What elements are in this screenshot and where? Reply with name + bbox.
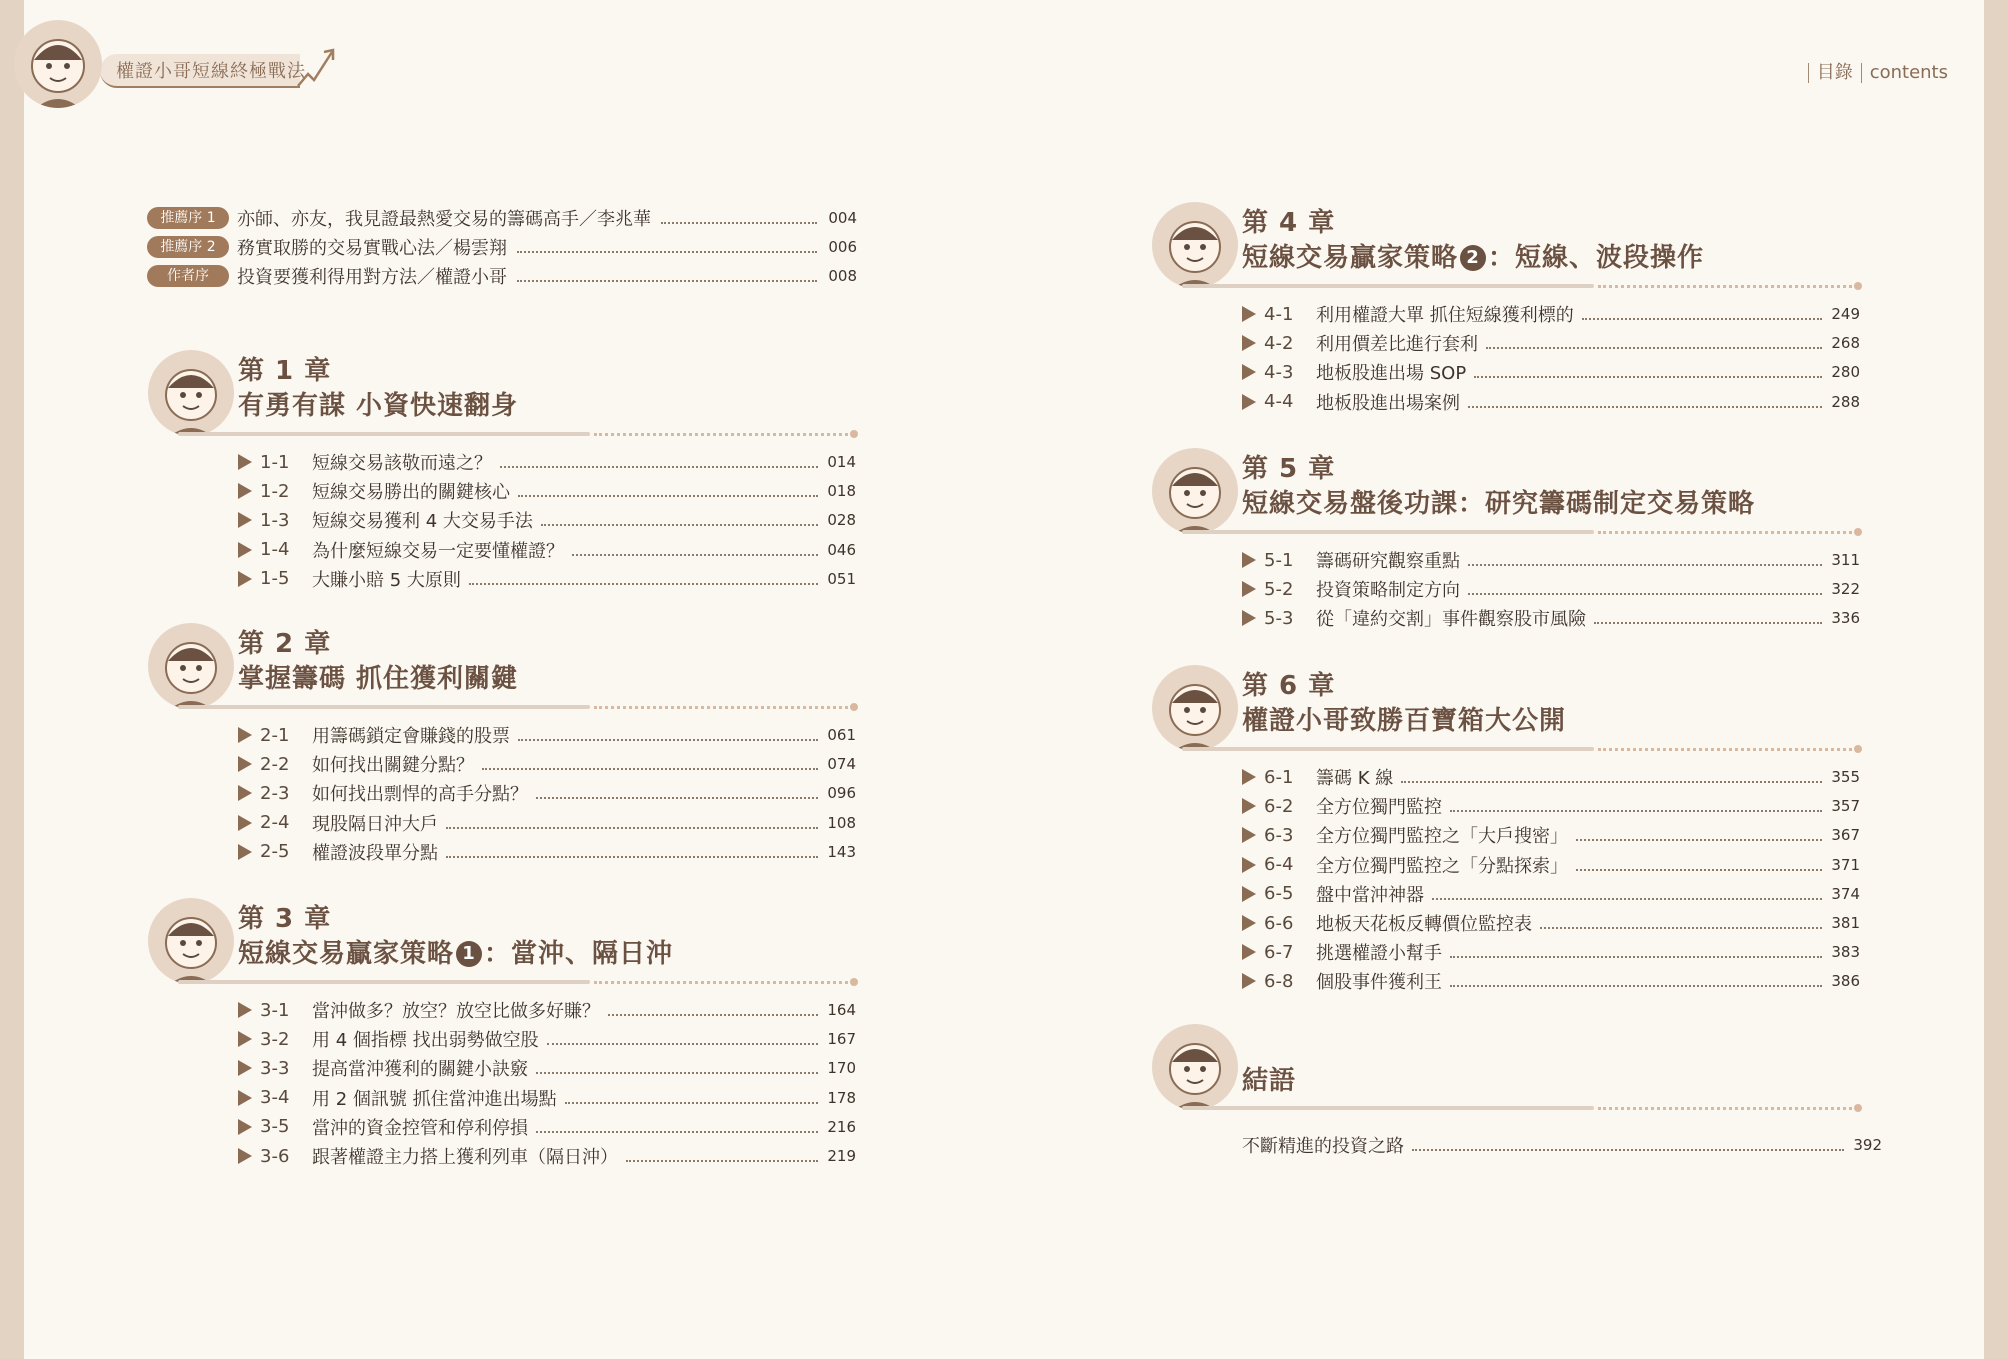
toc-item[interactable] [1242, 576, 1860, 602]
page-number: 143 [827, 842, 856, 861]
header-divider [1808, 63, 1809, 83]
toc-item[interactable] [238, 507, 856, 533]
section-number: 5-1 [1264, 549, 1294, 571]
chapter-avatar-icon [148, 623, 234, 709]
page-number: 355 [1831, 768, 1860, 786]
triangle-bullet-icon [238, 512, 252, 528]
leader-dots [446, 827, 818, 829]
page-number: 170 [827, 1059, 856, 1078]
page-number: 008 [828, 267, 857, 285]
page-number: 371 [1831, 855, 1860, 874]
page-number: 074 [827, 755, 856, 774]
chapter-label: 第 1 章 [238, 356, 332, 386]
triangle-bullet-icon [1242, 552, 1256, 568]
toc-item[interactable] [238, 1143, 856, 1169]
chapter-divider [1182, 530, 1862, 534]
leader-dots [1468, 593, 1822, 595]
page-number: 006 [828, 238, 857, 256]
page-number: 096 [827, 784, 856, 803]
section-title: 利用價差比進行套利 [1316, 334, 1478, 356]
preface-row[interactable] [147, 206, 857, 230]
toc-item[interactable] [1242, 547, 1860, 573]
section-title: 跟著權證主力搭上獲利列車（隔日沖） [312, 1147, 618, 1168]
toc-item[interactable] [238, 537, 856, 563]
toc-item[interactable] [238, 1026, 856, 1052]
leader-dots [608, 1014, 818, 1016]
chapter-title[interactable] [1242, 700, 1566, 737]
leader-dots [1540, 927, 1822, 929]
section-title: 全方位獨門監控 [1316, 797, 1442, 819]
page-number: 046 [827, 540, 856, 559]
section-title: 地板股進出場 SOP [1316, 363, 1467, 385]
chapter-number-badge: 1 [456, 941, 482, 967]
leader-dots [565, 1102, 818, 1104]
toc-item[interactable] [238, 751, 856, 777]
chapter-title[interactable] [238, 385, 518, 422]
chapter-divider [178, 705, 858, 709]
page-number: 357 [1831, 797, 1860, 816]
page-number: 004 [828, 209, 857, 227]
page-number: 268 [1831, 334, 1860, 353]
chapter-label: 第 5 章 [1242, 454, 1336, 484]
page-number: 336 [1831, 609, 1860, 628]
triangle-bullet-icon [238, 1148, 252, 1164]
triangle-bullet-icon [238, 1119, 252, 1135]
preface-title: 投資要獲利得用對方法／權證小哥 [237, 267, 507, 288]
epilogue-title[interactable]: 結語 [1242, 1066, 1297, 1096]
page-number: 028 [827, 511, 856, 530]
leader-dots [1468, 564, 1822, 566]
section-number: 2-4 [260, 812, 290, 834]
toc-item[interactable] [1242, 968, 1860, 994]
section-number: 2-5 [260, 841, 290, 863]
section-number: 1-4 [260, 539, 290, 561]
chapter-title-text: 短線交易贏家策略 [238, 939, 455, 969]
leader-dots [536, 1072, 818, 1074]
chapter-avatar-icon [1152, 448, 1238, 534]
page-number: 249 [1831, 305, 1860, 323]
chapter-title[interactable] [1242, 237, 1704, 274]
page-number: 051 [827, 569, 856, 588]
leader-dots [1450, 985, 1822, 987]
section-title: 投資策略制定方向 [1316, 580, 1460, 602]
section-title: 全方位獨門監控之「分點探索」 [1316, 855, 1568, 877]
section-title: 用 2 個訊號 抓住當沖進出場點 [312, 1088, 557, 1110]
triangle-bullet-icon [1242, 581, 1256, 597]
triangle-bullet-icon [238, 542, 252, 558]
section-number: 4-1 [1264, 303, 1294, 325]
toc-item[interactable] [1242, 852, 1860, 878]
toc-item[interactable] [1242, 359, 1860, 385]
section-title: 從「違約交割」事件觀察股市風險 [1316, 609, 1586, 631]
chapter-number-badge: 2 [1460, 245, 1486, 271]
chapter-title[interactable] [238, 658, 518, 695]
leader-dots [1401, 781, 1822, 783]
section-number: 6-8 [1264, 970, 1294, 992]
section-number: 6-1 [1264, 766, 1294, 788]
leader-dots [1432, 898, 1822, 900]
page-number: 367 [1831, 826, 1860, 845]
toc-item[interactable] [1242, 389, 1860, 415]
toc-item[interactable] [1242, 330, 1860, 356]
leader-dots [1594, 622, 1822, 624]
leader-dots [536, 1131, 818, 1133]
right-page-edge [1984, 0, 2008, 1359]
chapter-divider [178, 432, 858, 436]
leader-dots [518, 495, 818, 497]
chapter-title-text: 短線交易贏家策略 [1242, 243, 1459, 273]
section-number: 6-6 [1264, 912, 1294, 934]
leader-dots [517, 251, 817, 253]
toc-label-en: contents [1869, 62, 1948, 83]
toc-item[interactable] [238, 810, 856, 836]
triangle-bullet-icon [1242, 335, 1256, 351]
page-number: 108 [827, 813, 856, 832]
page-number: 219 [827, 1147, 856, 1165]
toc-item[interactable] [238, 566, 856, 592]
section-number: 5-2 [1264, 578, 1294, 600]
toc-label: 目錄 [1816, 62, 1853, 83]
section-title: 全方位獨門監控之「大戶搜密」 [1316, 826, 1568, 848]
section-title: 為什麼短線交易一定要懂權證？ [312, 540, 564, 562]
page-number: 280 [1831, 363, 1860, 382]
chapter-title-text: 權證小哥致勝百寶箱大公開 [1242, 706, 1567, 736]
chapter-divider [1182, 1106, 1862, 1110]
leader-dots [517, 280, 817, 282]
leader-dots [1468, 406, 1822, 408]
toc-item[interactable] [1242, 301, 1860, 327]
triangle-bullet-icon [238, 454, 252, 470]
section-title: 大賺小賠 5 大原則 [312, 569, 461, 591]
leader-dots [518, 739, 818, 741]
page-number: 216 [827, 1117, 856, 1136]
toc-item[interactable] [238, 1055, 856, 1081]
page-number: 178 [827, 1088, 856, 1107]
section-title: 地板股進出場案例 [1316, 392, 1460, 414]
page-number: 164 [827, 1001, 856, 1019]
chapter-label: 第 6 章 [1242, 671, 1336, 701]
section-number: 3-4 [260, 1087, 290, 1109]
page-number: 381 [1831, 914, 1860, 932]
chapter-title[interactable] [1242, 483, 1755, 520]
section-number: 6-5 [1264, 883, 1294, 905]
triangle-bullet-icon [1242, 827, 1256, 843]
triangle-bullet-icon [238, 483, 252, 499]
toc-item[interactable] [1242, 881, 1860, 907]
triangle-bullet-icon [1242, 769, 1256, 785]
section-number: 3-5 [260, 1116, 290, 1138]
section-title: 短線交易該敬而遠之？ [312, 453, 492, 474]
section-title: 利用權證大單 抓住短線獲利標的 [1316, 305, 1574, 326]
trend-arrow-icon [296, 44, 340, 90]
section-number: 3-2 [260, 1028, 290, 1050]
leader-dots [1486, 347, 1822, 349]
leader-dots [1450, 810, 1822, 812]
chapter-divider [178, 980, 858, 984]
page-number: 288 [1831, 392, 1860, 411]
section-title: 權證波段單分點 [312, 842, 438, 864]
section-title: 盤中當沖神器 [1316, 884, 1424, 906]
page-number: 322 [1831, 580, 1860, 599]
chapter-title-text: 短線交易盤後功課：研究籌碼制定交易策略 [1242, 489, 1756, 519]
section-title: 地板天花板反轉價位監控表 [1316, 914, 1532, 935]
chapter-divider [1182, 747, 1862, 751]
section-number: 4-2 [1264, 332, 1294, 354]
section-number: 4-4 [1264, 391, 1294, 413]
triangle-bullet-icon [1242, 364, 1256, 380]
leader-dots [1450, 956, 1822, 958]
triangle-bullet-icon [1242, 798, 1256, 814]
section-number: 5-3 [1264, 607, 1294, 629]
section-number: 6-4 [1264, 854, 1294, 876]
chapter-label: 第 3 章 [238, 904, 332, 934]
leader-dots [547, 1043, 818, 1045]
toc-item[interactable] [1242, 822, 1860, 848]
chapter-avatar-icon [1152, 202, 1238, 288]
leader-dots [1582, 318, 1822, 320]
section-number: 6-2 [1264, 795, 1294, 817]
chapter-label: 第 2 章 [238, 629, 332, 659]
leader-dots [1474, 376, 1822, 378]
preface-title: 亦師、亦友，我見證最熱愛交易的籌碼高手／李兆華 [237, 209, 651, 230]
section-title: 當沖的資金控管和停利停損 [312, 1117, 528, 1139]
triangle-bullet-icon [238, 844, 252, 860]
page-number: 018 [827, 482, 856, 501]
section-number: 3-1 [260, 999, 290, 1021]
leader-dots [446, 856, 818, 858]
leader-dots [1412, 1149, 1844, 1151]
triangle-bullet-icon [238, 1090, 252, 1106]
preface-title: 務實取勝的交易實戰心法／楊雲翔 [237, 238, 507, 259]
left-page-edge [0, 0, 24, 1359]
toc-item[interactable] [238, 839, 856, 865]
section-number: 2-3 [260, 782, 290, 804]
chapter-avatar-icon [1152, 665, 1238, 751]
section-number: 2-1 [260, 724, 290, 746]
triangle-bullet-icon [1242, 886, 1256, 902]
triangle-bullet-icon [238, 1031, 252, 1047]
leader-dots [536, 797, 818, 799]
triangle-bullet-icon [1242, 610, 1256, 626]
triangle-bullet-icon [238, 1060, 252, 1076]
toc-item[interactable] [1242, 910, 1860, 936]
section-number: 1-3 [260, 509, 290, 531]
preface-row[interactable] [147, 264, 857, 288]
chapter-divider [1182, 284, 1862, 288]
section-title: 提高當沖獲利的關鍵小訣竅 [312, 1059, 528, 1081]
chapter-avatar-icon [148, 898, 234, 984]
section-number: 6-3 [1264, 824, 1294, 846]
leader-dots [661, 222, 817, 224]
preface-badge: 作者序 [147, 265, 229, 287]
toc-item[interactable] [238, 997, 856, 1023]
triangle-bullet-icon [238, 785, 252, 801]
triangle-bullet-icon [238, 727, 252, 743]
chapter-avatar-icon [148, 350, 234, 436]
leader-dots [469, 583, 818, 585]
section-number: 3-3 [260, 1057, 290, 1079]
page-number: 383 [1831, 943, 1860, 962]
toc-item[interactable] [238, 1114, 856, 1140]
chapter-title-text: 有勇有謀 小資快速翻身 [238, 391, 519, 421]
leader-dots [626, 1160, 818, 1162]
toc-item[interactable] [1242, 939, 1860, 965]
triangle-bullet-icon [238, 815, 252, 831]
page-number: 386 [1831, 972, 1860, 991]
page-number: 374 [1831, 884, 1860, 903]
triangle-bullet-icon [1242, 973, 1256, 989]
leader-dots [1576, 869, 1822, 871]
triangle-bullet-icon [238, 756, 252, 772]
author-avatar-icon [14, 20, 102, 108]
section-number: 1-2 [260, 480, 290, 502]
page-number: 061 [827, 726, 856, 744]
toc-item[interactable] [1242, 605, 1860, 631]
toc-item[interactable] [238, 722, 856, 748]
page-number: 311 [1831, 551, 1860, 569]
section-number: 1-5 [260, 568, 290, 590]
leader-dots [482, 768, 818, 770]
section-title: 籌碼研究觀察重點 [1316, 551, 1460, 572]
triangle-bullet-icon [1242, 915, 1256, 931]
toc-item[interactable] [1242, 1132, 1882, 1158]
section-title: 如何找出關鍵分點？ [312, 755, 474, 777]
leader-dots [541, 524, 818, 526]
preface-row[interactable] [147, 235, 857, 259]
triangle-bullet-icon [1242, 306, 1256, 322]
chapter-title-text: 掌握籌碼 抓住獲利關鍵 [238, 664, 519, 694]
toc-header [1800, 58, 1948, 84]
toc-item[interactable] [238, 780, 856, 806]
section-number: 1-1 [260, 451, 290, 473]
section-title: 如何找出剽悍的高手分點？ [312, 784, 528, 806]
toc-item[interactable] [238, 1085, 856, 1111]
section-title: 不斷精進的投資之路 [1242, 1136, 1404, 1157]
triangle-bullet-icon [1242, 857, 1256, 873]
book-title: 權證小哥短線終極戰法 [116, 61, 306, 82]
section-title: 個股事件獲利王 [1316, 972, 1442, 994]
chapter-label: 第 4 章 [1242, 208, 1336, 238]
toc-item[interactable] [238, 449, 856, 475]
section-number: 2-2 [260, 753, 290, 775]
page-number: 014 [827, 453, 856, 471]
section-title: 短線交易獲利 4 大交易手法 [312, 511, 533, 533]
section-number: 4-3 [1264, 361, 1294, 383]
header-divider [1861, 63, 1862, 83]
section-title: 挑選權證小幫手 [1316, 943, 1442, 965]
leader-dots [572, 554, 818, 556]
triangle-bullet-icon [238, 1002, 252, 1018]
triangle-bullet-icon [1242, 394, 1256, 410]
section-title: 現股隔日沖大戶 [312, 813, 438, 835]
triangle-bullet-icon [1242, 944, 1256, 960]
chapter-title-suffix: ：短線、波段操作 [1488, 243, 1705, 273]
chapter-title-suffix: ：當沖、隔日沖 [484, 939, 674, 969]
chapter-title[interactable] [238, 933, 673, 970]
toc-item[interactable] [1242, 764, 1860, 790]
leader-dots [1576, 839, 1822, 841]
section-number: 6-7 [1264, 941, 1294, 963]
triangle-bullet-icon [238, 571, 252, 587]
section-title: 用 4 個指標 找出弱勢做空股 [312, 1030, 539, 1052]
section-title: 籌碼 K 線 [1316, 768, 1394, 789]
page-number: 392 [1853, 1136, 1882, 1154]
section-number: 3-6 [260, 1145, 290, 1167]
section-title: 當沖做多？放空？放空比做多好賺？ [312, 1001, 600, 1022]
toc-item[interactable] [1242, 793, 1860, 819]
toc-item[interactable] [238, 478, 856, 504]
epilogue-avatar-icon [1152, 1024, 1238, 1110]
section-title: 短線交易勝出的關鍵核心 [312, 482, 510, 504]
page-number: 167 [827, 1030, 856, 1049]
preface-badge: 推薦序 1 [147, 207, 229, 229]
section-title: 用籌碼鎖定會賺錢的股票 [312, 726, 510, 747]
leader-dots [500, 466, 818, 468]
preface-badge: 推薦序 2 [147, 236, 229, 258]
